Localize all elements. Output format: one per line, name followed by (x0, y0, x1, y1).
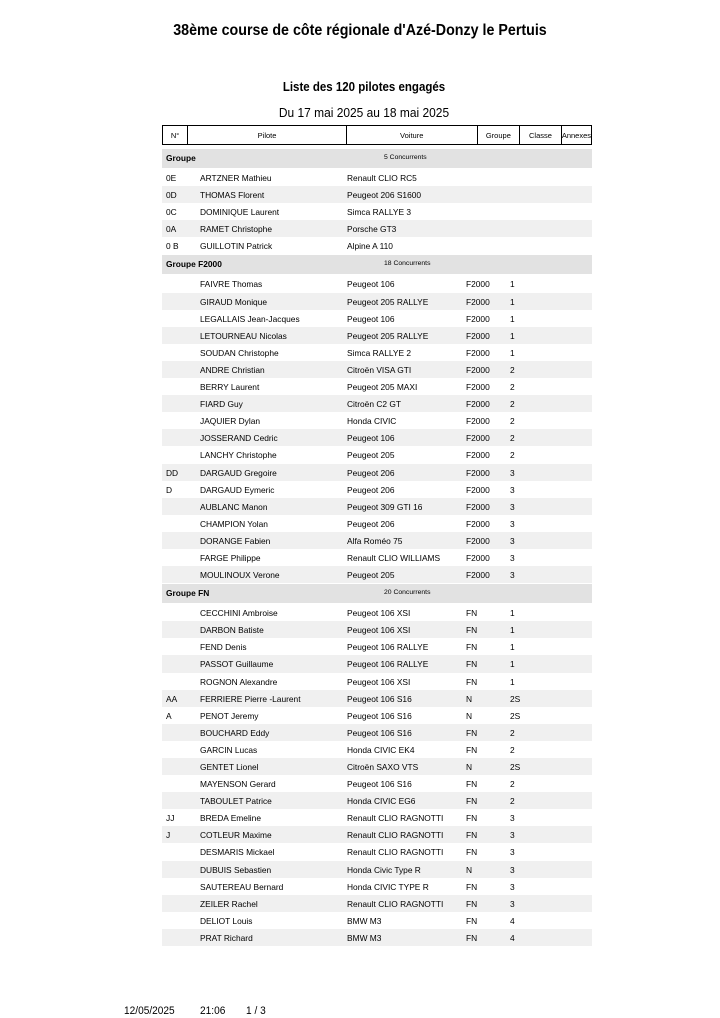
cell-classe: 3 (510, 552, 515, 563)
column-header-voiture: Voiture (347, 126, 478, 144)
cell-voiture: BMW M3 (347, 915, 382, 926)
table-row (162, 673, 592, 690)
cell-groupe: N (466, 864, 473, 875)
cell-groupe: F2000 (466, 330, 490, 341)
cell-voiture: Peugeot 205 RALLYE (347, 330, 429, 341)
cell-num: DD (166, 467, 179, 478)
cell-groupe: FN (466, 779, 478, 790)
cell-groupe: F2000 (466, 296, 490, 307)
cell-pilote: CECCHINI Ambroise (200, 608, 278, 619)
table-header (162, 125, 592, 145)
cell-classe: 3 (510, 484, 515, 495)
cell-groupe: FN (466, 847, 478, 858)
cell-groupe: FN (466, 727, 478, 738)
cell-voiture: Renault CLIO RC5 (347, 173, 417, 183)
table-row (162, 895, 592, 912)
cell-pilote: JOSSERAND Cedric (200, 433, 278, 444)
cell-classe: 2 (510, 433, 515, 444)
cell-classe: 3 (510, 881, 515, 892)
cell-voiture: Honda CIVIC EG6 (347, 796, 416, 807)
cell-groupe: F2000 (466, 467, 490, 478)
table-row (162, 741, 592, 758)
cell-classe: 2 (510, 399, 515, 410)
cell-pilote: DARGAUD Gregoire (200, 467, 277, 478)
cell-pilote: BREDA Emeline (200, 813, 261, 824)
cell-pilote: LEGALLAIS Jean-Jacques (200, 313, 300, 324)
cell-voiture: Renault CLIO RAGNOTTI (347, 847, 444, 858)
cell-classe: 2S (510, 693, 521, 704)
cell-pilote: CHAMPION Yolan (200, 518, 268, 529)
footer-time: 21:06 (200, 1005, 226, 1017)
cell-groupe: F2000 (466, 570, 490, 581)
table-row (162, 220, 592, 237)
table-row (162, 878, 592, 895)
cell-groupe: F2000 (466, 313, 490, 324)
event-dates: Du 17 mai 2025 au 18 mai 2025 (278, 105, 450, 120)
cell-voiture: Peugeot 206 S1600 (347, 190, 422, 201)
column-header-groupe: Groupe (478, 126, 521, 144)
table-row (162, 310, 592, 327)
table-row (162, 515, 592, 532)
cell-voiture: Peugeot 106 XSI (347, 608, 411, 619)
table-row (162, 638, 592, 655)
cell-voiture: Peugeot 205 RALLYE (347, 296, 429, 307)
cell-pilote: PENOT Jeremy (200, 710, 259, 721)
table-row (162, 826, 592, 843)
cell-voiture: Honda CIVIC EK4 (347, 744, 415, 755)
cell-voiture: Peugeot 309 GTI 16 (347, 501, 423, 512)
table-row (162, 758, 592, 775)
cell-num: 0A (166, 224, 177, 235)
cell-pilote: GIRAUD Monique (200, 296, 268, 307)
table-row (162, 275, 592, 292)
cell-groupe: F2000 (466, 552, 490, 563)
cell-pilote: DESMARIS Mickael (200, 847, 275, 858)
cell-voiture: Honda CIVIC TYPE R (347, 881, 429, 892)
cell-pilote: GUILLOTIN Patrick (200, 241, 273, 252)
cell-classe: 1 (510, 608, 515, 619)
table-row (162, 481, 592, 498)
column-header-annexes: Annexes (561, 130, 591, 140)
cell-groupe: F2000 (466, 484, 490, 495)
group-name: Groupe F2000 (166, 259, 222, 270)
table-row (162, 378, 592, 395)
cell-groupe: FN (466, 659, 478, 670)
cell-groupe: FN (466, 915, 478, 926)
cell-groupe: F2000 (466, 433, 490, 444)
cell-pilote: SOUDAN Christophe (200, 347, 279, 358)
cell-pilote: SAUTEREAU Bernard (200, 881, 284, 892)
footer-page-number: 1 / 3 (246, 1005, 266, 1017)
cell-groupe: F2000 (466, 279, 490, 290)
cell-pilote: RAMET Christophe (200, 224, 272, 235)
group-count: 18 Concurrents (384, 260, 431, 268)
cell-groupe: FN (466, 796, 478, 807)
table-row (162, 446, 592, 463)
cell-classe: 2 (510, 416, 515, 427)
cell-classe: 2 (510, 727, 515, 738)
cell-num: JJ (166, 813, 175, 824)
cell-voiture: Peugeot 106 S16 (347, 710, 412, 721)
table-row (162, 566, 592, 583)
cell-classe: 1 (510, 296, 515, 307)
cell-voiture: Peugeot 106 S16 (347, 727, 412, 738)
table-row (162, 498, 592, 515)
cell-pilote: GARCIN Lucas (200, 744, 258, 755)
cell-voiture: Peugeot 106 XSI (347, 676, 411, 687)
group-header-row (162, 255, 592, 274)
cell-classe: 1 (510, 659, 515, 670)
cell-classe: 2 (510, 779, 515, 790)
cell-classe: 3 (510, 535, 515, 546)
cell-pilote: FIARD Guy (200, 399, 243, 410)
cell-classe: 1 (510, 625, 515, 636)
cell-num: 0 B (166, 241, 179, 252)
cell-classe: 2 (510, 744, 515, 755)
table-row (162, 532, 592, 549)
cell-pilote: ANDRE Christian (200, 364, 265, 375)
cell-groupe: FN (466, 676, 478, 687)
cell-voiture: Simca RALLYE 2 (347, 347, 412, 358)
cell-groupe: F2000 (466, 450, 490, 461)
group-count: 20 Concurrents (384, 589, 431, 597)
cell-classe: 2 (510, 450, 515, 461)
cell-voiture: Honda Civic Type R (347, 864, 421, 875)
entries-table (162, 148, 592, 946)
cell-num: 0D (166, 190, 177, 201)
cell-pilote: DELIOT Louis (200, 915, 253, 926)
cell-num: D (166, 484, 173, 495)
table-row (162, 792, 592, 809)
table-row (162, 621, 592, 638)
cell-voiture: Citroën SAXO VTS (347, 762, 419, 772)
cell-groupe: N (466, 762, 473, 772)
column-header-num: N° (163, 126, 188, 144)
cell-pilote: LETOURNEAU Nicolas (200, 330, 287, 341)
cell-groupe: FN (466, 830, 478, 841)
cell-classe: 1 (510, 313, 515, 324)
table-row (162, 395, 592, 412)
table-row (162, 861, 592, 878)
cell-groupe: FN (466, 898, 478, 909)
cell-pilote: ROGNON Alexandre (200, 676, 278, 687)
table-row (162, 429, 592, 446)
footer-date: 12/05/2025 (124, 1005, 175, 1017)
cell-pilote: THOMAS Florent (200, 190, 265, 201)
cell-groupe: FN (466, 608, 478, 619)
column-header-pilote: Pilote (188, 126, 347, 144)
table-row (162, 327, 592, 344)
cell-voiture: Peugeot 106 S16 (347, 693, 412, 704)
cell-groupe: FN (466, 881, 478, 892)
table-row (162, 412, 592, 429)
cell-groupe: F2000 (466, 347, 490, 358)
cell-voiture: BMW M3 (347, 932, 382, 943)
cell-pilote: DARGAUD Eymeric (200, 484, 275, 495)
table-row (162, 775, 592, 792)
cell-voiture: Renault CLIO RAGNOTTI (347, 898, 444, 909)
table-row (162, 464, 592, 481)
cell-voiture: Peugeot 106 XSI (347, 625, 411, 636)
cell-groupe: FN (466, 625, 478, 636)
table-row (162, 293, 592, 310)
table-row (162, 186, 592, 203)
table-row (162, 724, 592, 741)
table-row (162, 237, 592, 254)
cell-pilote: PASSOT Guillaume (200, 659, 274, 670)
cell-classe: 3 (510, 467, 515, 478)
cell-voiture: Peugeot 206 (347, 518, 395, 529)
cell-classe: 2S (510, 762, 521, 772)
cell-classe: 3 (510, 501, 515, 512)
cell-classe: 2 (510, 796, 515, 807)
cell-voiture: Peugeot 106 RALLYE (347, 659, 429, 670)
cell-groupe: FN (466, 744, 478, 755)
table-row (162, 344, 592, 361)
cell-num: AA (166, 693, 178, 704)
cell-voiture: Peugeot 106 S16 (347, 779, 412, 790)
cell-classe: 2S (510, 710, 521, 721)
document-title: 38ème course de côte régionale d'Azé-Donzy le Pertuis (173, 22, 547, 39)
cell-voiture: Renault CLIO RAGNOTTI (347, 813, 444, 824)
cell-num: J (166, 830, 171, 841)
cell-pilote: DOMINIQUE Laurent (200, 207, 280, 218)
cell-classe: 3 (510, 830, 515, 841)
cell-pilote: COTLEUR Maxime (200, 830, 272, 841)
table-row (162, 169, 592, 186)
cell-groupe: F2000 (466, 416, 490, 427)
cell-classe: 1 (510, 279, 515, 290)
table-row (162, 707, 592, 724)
cell-groupe: FN (466, 642, 478, 653)
cell-classe: 4 (510, 932, 515, 943)
cell-groupe: F2000 (466, 399, 490, 410)
column-header-classe: Classe (520, 126, 562, 144)
cell-voiture: Honda CIVIC (347, 416, 397, 427)
table-row (162, 809, 592, 826)
cell-classe: 1 (510, 330, 515, 341)
cell-groupe: F2000 (466, 501, 490, 512)
cell-classe: 1 (510, 347, 515, 358)
cell-voiture: Peugeot 106 (347, 313, 395, 324)
cell-pilote: MAYENSON Gerard (200, 779, 276, 790)
table-row (162, 929, 592, 946)
cell-groupe: F2000 (466, 518, 490, 529)
table-row (162, 843, 592, 860)
cell-pilote: ZEILER Rachel (200, 898, 258, 909)
table-row (162, 549, 592, 566)
cell-pilote: LANCHY Christophe (200, 450, 277, 461)
cell-pilote: JAQUIER Dylan (200, 416, 261, 427)
group-name: Groupe FN (166, 588, 210, 599)
cell-pilote: MOULINOUX Verone (200, 570, 280, 581)
cell-num: 0C (166, 207, 177, 218)
cell-voiture: Peugeot 106 RALLYE (347, 642, 429, 653)
cell-pilote: BOUCHARD Eddy (200, 727, 270, 738)
cell-voiture: Peugeot 206 (347, 467, 395, 478)
cell-voiture: Alpine A 110 (347, 241, 393, 252)
cell-voiture: Peugeot 205 (347, 570, 395, 581)
cell-pilote: AUBLANC Manon (200, 501, 268, 512)
document-subtitle: Liste des 120 pilotes engagés (282, 80, 446, 94)
cell-groupe: F2000 (466, 364, 490, 375)
cell-pilote: PRAT Richard (200, 932, 253, 943)
cell-pilote: FERRIERE Pierre -Laurent (200, 693, 301, 704)
cell-voiture: Renault CLIO WILLIAMS (347, 552, 441, 563)
cell-classe: 3 (510, 570, 515, 581)
cell-groupe: F2000 (466, 535, 490, 546)
cell-classe: 3 (510, 813, 515, 824)
cell-groupe: FN (466, 813, 478, 824)
cell-classe: 2 (510, 382, 515, 393)
cell-classe: 3 (510, 847, 515, 858)
cell-classe: 1 (510, 642, 515, 653)
cell-num: A (166, 710, 172, 721)
cell-pilote: TABOULET Patrice (200, 796, 272, 807)
cell-voiture: Citroën VISA GTI (347, 364, 412, 375)
cell-voiture: Peugeot 206 (347, 484, 395, 495)
cell-pilote: ARTZNER Mathieu (200, 173, 272, 183)
cell-voiture: Peugeot 106 (347, 433, 395, 444)
cell-groupe: N (466, 710, 473, 721)
cell-voiture: Renault CLIO RAGNOTTI (347, 830, 444, 841)
cell-pilote: FARGE Philippe (200, 552, 261, 563)
cell-groupe: FN (466, 932, 478, 943)
cell-pilote: FEND Denis (200, 642, 247, 653)
table-row (162, 604, 592, 621)
cell-groupe: F2000 (466, 382, 490, 393)
cell-num: 0E (166, 173, 177, 183)
cell-pilote: FAIVRE Thomas (200, 279, 263, 290)
cell-pilote: DORANGE Fabien (200, 535, 271, 546)
group-name: Groupe (166, 153, 196, 163)
table-row (162, 361, 592, 378)
cell-pilote: BERRY Laurent (200, 382, 260, 393)
table-row (162, 203, 592, 220)
cell-pilote: DARBON Batiste (200, 625, 264, 636)
cell-classe: 1 (510, 676, 515, 687)
cell-classe: 3 (510, 898, 515, 909)
group-count: 5 Concurrents (384, 154, 427, 161)
table-row (162, 690, 592, 707)
group-header-row (162, 584, 592, 603)
cell-classe: 4 (510, 915, 515, 926)
cell-groupe: N (466, 693, 473, 704)
cell-voiture: Citroën C2 GT (347, 399, 401, 410)
cell-classe: 2 (510, 364, 515, 375)
cell-pilote: DUBUIS Sebastien (200, 864, 272, 875)
table-row (162, 912, 592, 929)
cell-classe: 3 (510, 864, 515, 875)
group-header-row (162, 149, 592, 168)
cell-classe: 3 (510, 518, 515, 529)
cell-voiture: Porsche GT3 (347, 224, 397, 235)
cell-voiture: Peugeot 205 (347, 450, 395, 461)
cell-voiture: Peugeot 106 (347, 279, 395, 290)
table-row (162, 655, 592, 672)
cell-voiture: Peugeot 205 MAXI (347, 382, 418, 393)
cell-pilote: GENTET Lionel (200, 762, 259, 772)
cell-voiture: Simca RALLYE 3 (347, 207, 412, 218)
cell-voiture: Alfa Roméo 75 (347, 535, 403, 546)
